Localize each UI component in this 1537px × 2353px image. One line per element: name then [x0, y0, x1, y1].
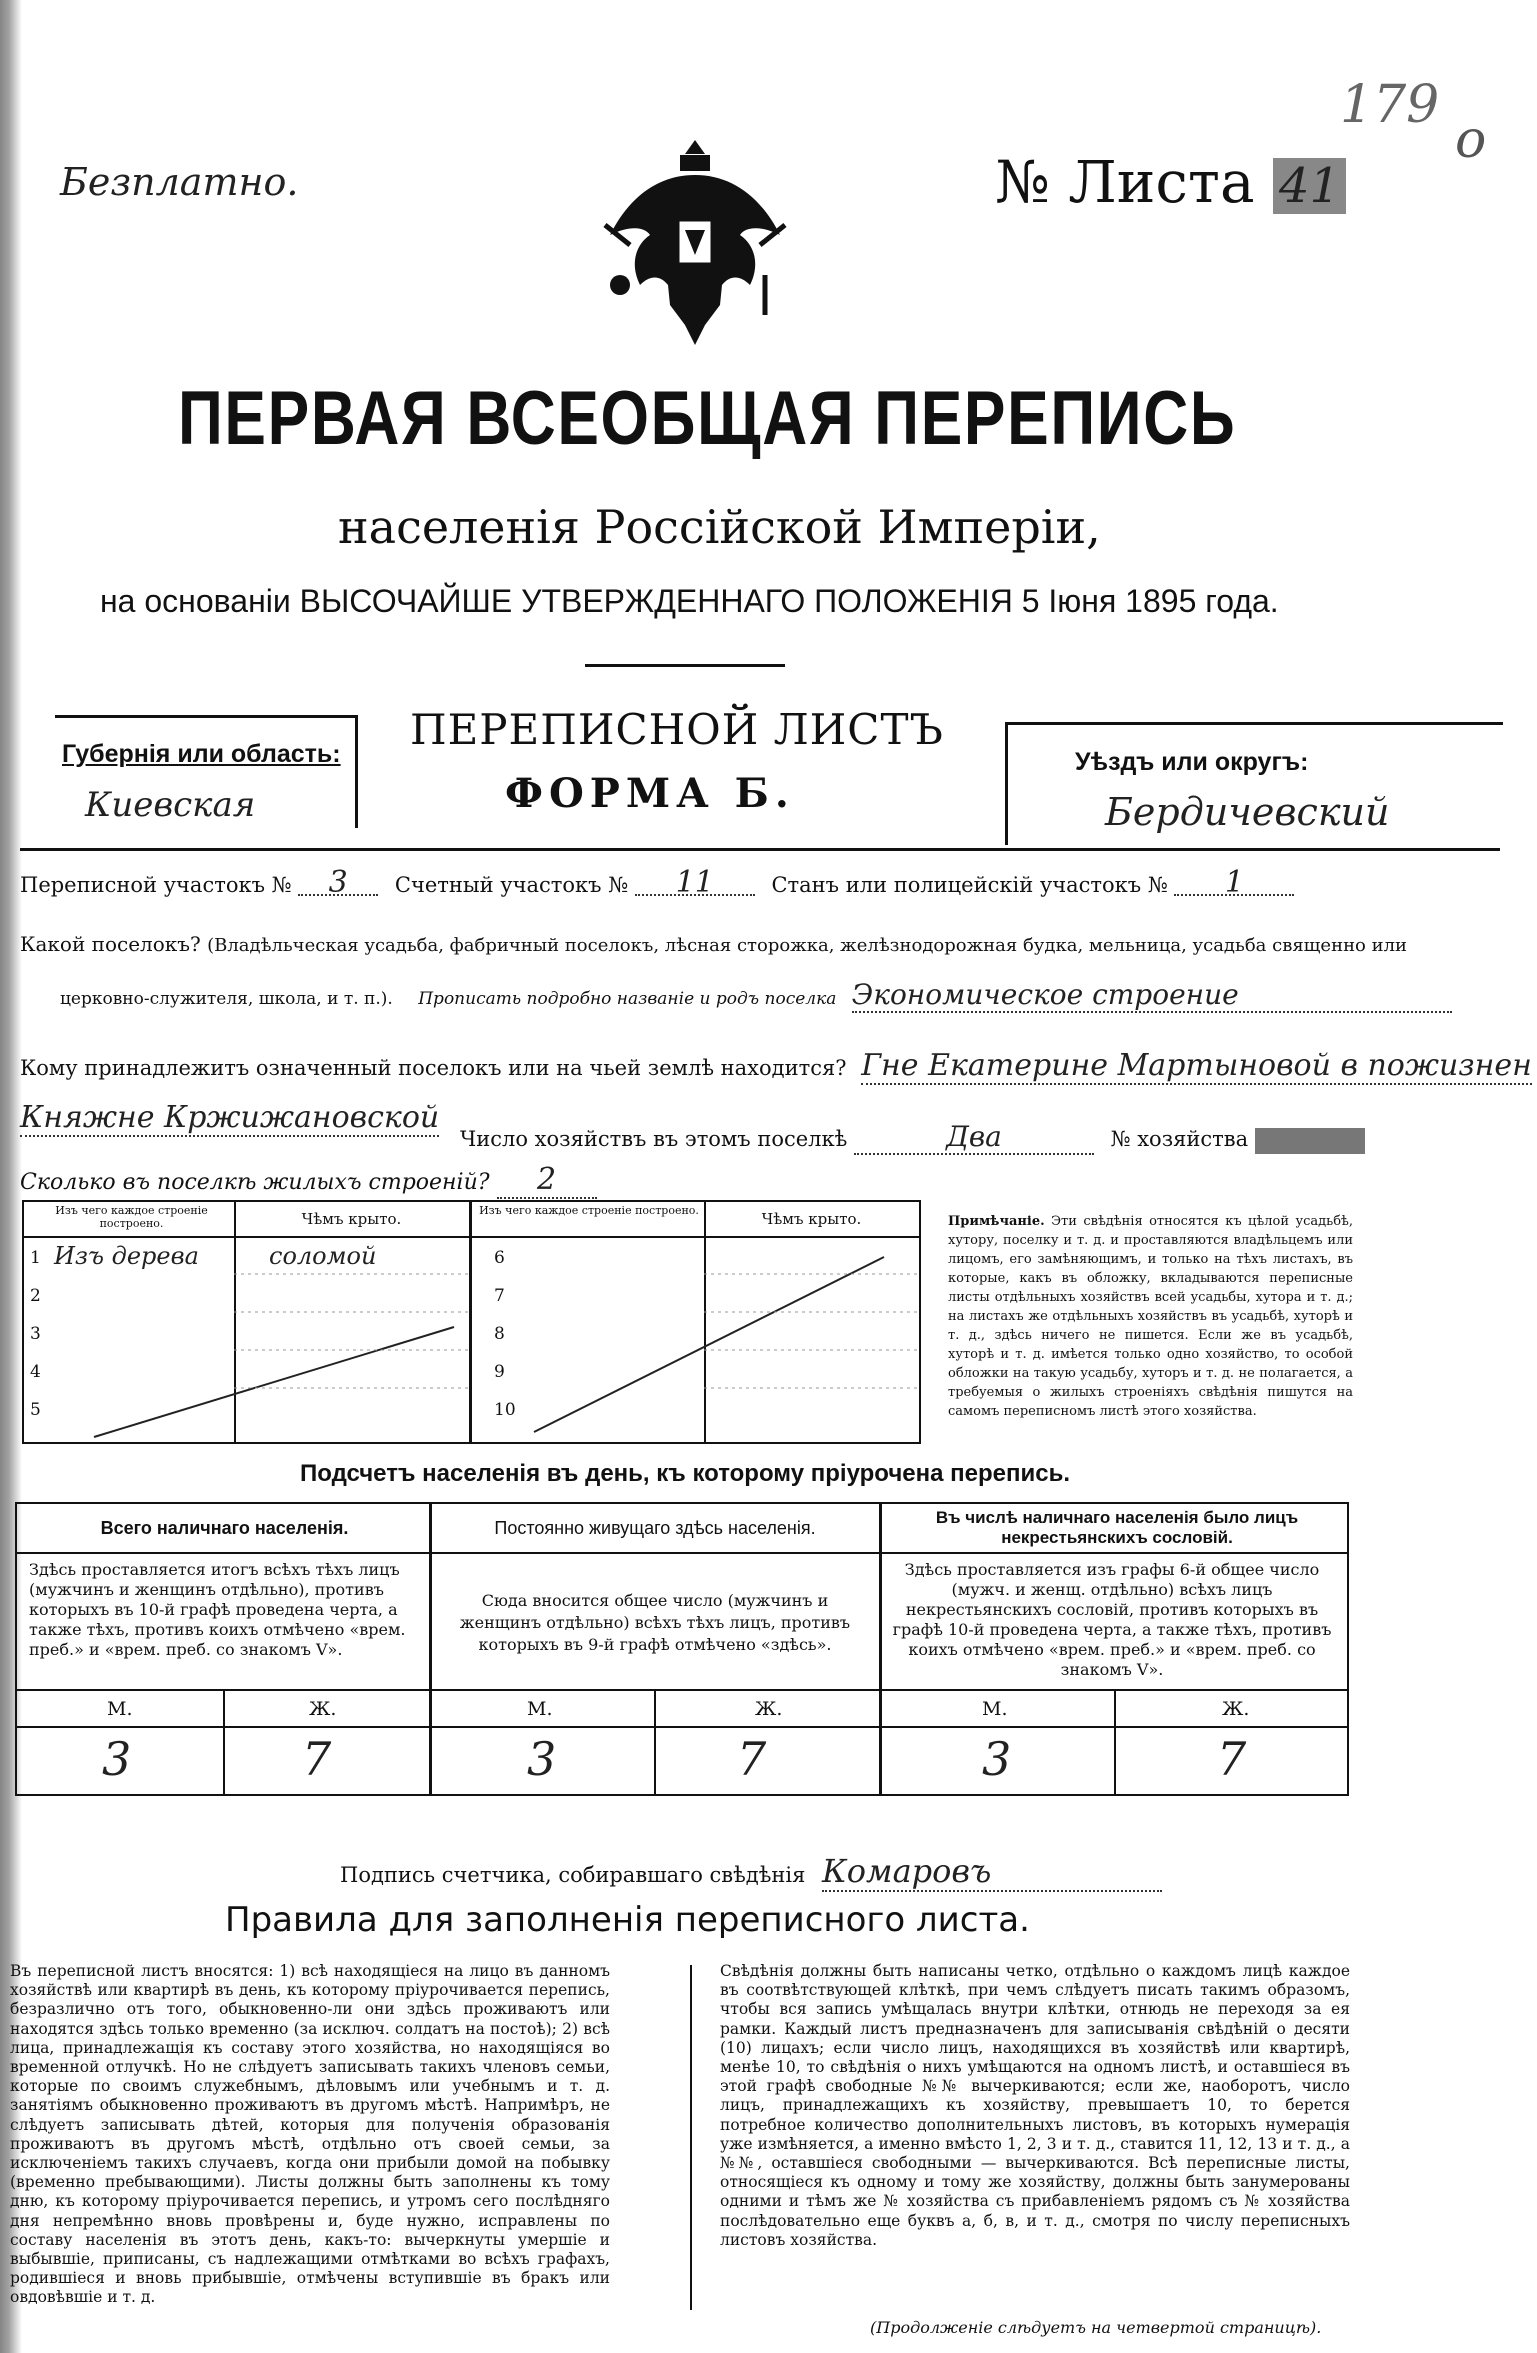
uezd-label: Уѣздъ или округъ: [1075, 748, 1309, 776]
rules-left [10, 1962, 610, 2308]
pop-col-divider-2 [879, 1504, 882, 1794]
page-title: ПЕРВАЯ ВСЕОБЩАЯ ПЕРЕПИСЬ [178, 376, 1237, 461]
rules-column-divider [690, 1965, 692, 2310]
signature-label: Подпись счетчика, собиравшаго свѣдѣнія [340, 1863, 806, 1887]
legal-basis: на основаніи ВЫСОЧАЙШЕ УТВЕРЖДЕННАГО ПОЛОЖЕНІЯ 5 Іюня 1895 года. [100, 583, 1279, 619]
buildings-row-8-right: 8 [494, 1324, 505, 1344]
dwellings-label: Сколько въ поселкѣ жилыхъ строеній? [20, 1170, 490, 1195]
pop-m-label-1: М. [107, 1698, 133, 1720]
pop-value-f1: 7 [302, 1732, 332, 1786]
pop-value-m3: 3 [982, 1732, 1012, 1786]
buildings-col3-header: Изъ чего каждое строеніе построено. [479, 1204, 699, 1217]
pop-f-label-3: Ж. [1222, 1698, 1250, 1720]
buildings-row-6-right: 6 [494, 1248, 505, 1268]
pop-value-m2: 3 [527, 1732, 557, 1786]
households-label: Число хозяйствъ въ этомъ поселкѣ [460, 1127, 848, 1151]
buildings-row-2-left: 2 [30, 1286, 41, 1306]
owner-value-1: Гне Екатерине Мартыновой в пожизнен [861, 1048, 1532, 1083]
owner-value-2: Княжне Кржижановской [20, 1100, 440, 1135]
note [948, 1212, 1353, 1421]
buildings-col2-header: Чѣмъ крыто. [301, 1210, 402, 1228]
buildings-col1-header: Изъ чего каждое строеніе построено. [55, 1204, 208, 1230]
archive-number: 179 [1340, 75, 1440, 135]
note-text: Эти свѣдѣнія относятся къ цѣлой усадьбѣ, хутору, поселку и т. д. и проставляются владѣльцемъ или лицомъ, его замѣняющимъ, и только на тѣхъ листахъ, въ которые, какъ въ обложку, вкладываются переписные листы отдѣльныхъ хозяйствъ всей усадьбы, хутора и т. д.; на листахъ же отдѣльныхъ хозяйствъ въ усадьбѣ, хуторѣ и т. д., здѣсь ничего не пишется. Если же въ усадьбѣ, хуторѣ и т. д. имѣется только одно хозяйство, то особой обложки на такую усадьбу, хуторъ и т. д. не полагается, а требуемыя о жилыхъ строеніяхъ свѣдѣнія пишутся на самомъ переписномъ листѣ этого хозяйства. [948, 1214, 1353, 1419]
buildings-row-5-left: 5 [30, 1400, 41, 1420]
household-number-redacted [1255, 1128, 1365, 1154]
buildings-row-4-left: 4 [30, 1362, 41, 1382]
pop-col2-text: Сюда вносится общее число (мужчинъ и женщинъ отдѣльно) всѣхъ тѣхъ лицъ, противъ которыхъ въ 9-й графѣ отмѣчено «здѣсь». [459, 1591, 851, 1654]
double-headed-eagle-emblem [590, 135, 800, 350]
rules-right-text: Свѣдѣнія должны быть написаны четко, отдѣльно о каждомъ лицѣ каждое въ соотвѣтствующей клѣткѣ, при чемъ слѣдуетъ писать такимъ образомъ, чтобы вся запись умѣщалась внутри клѣтки, отнюдь не переходя за ея рамки. Каждый листъ предназначенъ для записыванія свѣдѣній о десяти (10) лицахъ; если число лицъ, находящихся въ хозяйствѣ или квартирѣ, менѣе 10, то свѣдѣнія о нихъ умѣщаются на одномъ листѣ, и оставшіеся въ этой графѣ свободные №№ вычеркиваются; если же, наоборотъ, число лицъ, принадлежащихъ къ хозяйству, превышаетъ 10, то берется потребное количество дополнительныхъ листовъ, въ которыхъ нумерація уже измѣняется, а именно вмѣсто 1, 2, 3 и т. д., ставится 11, 12, 13 и т. д., а №№, оставшіеся свободными — вычеркиваются. Всѣ переписные листы, относящіеся къ одному и тому же хозяйству, должны быть занумерованы одними и тѣмъ же № хозяйства съ прибавленіемъ рядомъ съ № хозяйства послѣдовательно еще буквъ а, б, в, и т. д., смотря по числу переписныхъ листовъ хозяйства. [720, 1962, 1350, 2249]
buildings-row-1-left: 1 [30, 1248, 41, 1268]
sheet-label: № Листа [995, 148, 1255, 216]
divider [585, 664, 785, 667]
census-section-label: Переписной участокъ № [20, 873, 292, 897]
settlement-question: Какой поселокъ? [20, 932, 201, 956]
pop-title-line [17, 1552, 1347, 1554]
buildings-row-3-left: 3 [30, 1324, 41, 1344]
owner-question: Кому принадлежитъ означенный поселокъ или на чьей землѣ находится? [20, 1056, 847, 1080]
pop-value-f2: 7 [737, 1732, 767, 1786]
pop-col3-text: Здѣсь проставляется изъ графы 6-й общее число (мужч. и женщ. отдѣльно) всѣхъ лицъ некрестьянскихъ сословій, противъ которыхъ въ графѣ 10-й проведена черта, а также тѣхъ, противъ коихъ отмѣчено «врем. преб.» и «врем. преб. со знакомъ V». [892, 1560, 1332, 1679]
rules-left-text: Въ переписной листъ вносятся: 1) всѣ находящіеся на лицо въ данномъ хозяйствѣ или квартирѣ въ день, къ которому пріурочивается перепись, безразлично отъ того, обыкновенно-ли они здѣсь проживаютъ или находятся здѣсь только временно (за исключ. солдатъ на постоѣ); 2) всѣ лица, принадлежащія къ составу этого хозяйства, но находящіяся во временной отлучкѣ. Но не слѣдуетъ записывать такихъ членовъ семьи, которые по своимъ служебнымъ, дѣловымъ или учебнымъ и т. д. занятіямъ обыкновенно проживаютъ въ другомъ мѣстѣ. Напримѣръ, не слѣдуетъ записывать дѣтей, которыя для полученія образованія проживаютъ въ другомъ мѣстѣ, отдѣльно отъ своей семьи, за исключеніемъ такихъ случаевъ, когда они прибыли домой на побывку (временно пребывающими). Листы должны быть заполнены къ тому дню, къ которому пріурочивается перепись, и утромъ сего послѣдняго дня непремѣнно вновь провѣрены и, буде нужно, исправлены по составу населенія въ этотъ день, какъ-то: вычеркнуты умершіе и выбывшіе, приписаны, съ надлежащими отмѣтками во всѣхъ графахъ, родившіеся и вновь прибывшіе, отмѣчены вступившіе въ бракъ или овдовѣвшіе и т. д. [10, 1962, 610, 2307]
stan-value: 1 [1174, 872, 1294, 896]
pop-value-m1: 3 [102, 1732, 132, 1786]
pop-f-label-2: Ж. [755, 1698, 783, 1720]
dwellings-value: 2 [497, 1162, 597, 1199]
form-divider [20, 848, 1500, 851]
pop-col1-title: Всего наличнаго населенія. [100, 1518, 349, 1538]
rules-right [720, 1962, 1350, 2250]
household-number-label: № хозяйства [1110, 1127, 1249, 1151]
pop-f-label-1: Ж. [309, 1698, 337, 1720]
signature-line [340, 1852, 1162, 1892]
form-type: ФОРМА Б. [505, 770, 795, 817]
households-line [460, 1120, 1365, 1155]
settlement-instruction: Прописать подробно названіе и родъ поселка [418, 989, 837, 1009]
buildings-row-10-right: 10 [494, 1400, 516, 1420]
count-section-value: 11 [635, 872, 755, 896]
pop-mf-split-3 [1114, 1689, 1116, 1794]
sheet-number: 41 [1273, 158, 1346, 214]
buildings-row1-roof: соломой [269, 1242, 377, 1270]
gubernia-value: Киевская [85, 785, 256, 825]
free-label: Безплатно. [60, 160, 299, 204]
settlement-hint: (Владѣльческая усадьба, фабричный поселокъ, лѣсная сторожка, желѣзнодорожная будка, мельница, усадьба священно или [207, 935, 1408, 956]
pop-mf-bottom-line [17, 1726, 1347, 1728]
stan-label: Станъ или полицейскій участокъ № [771, 873, 1168, 897]
form-name: ПЕРЕПИСНОЙ ЛИСТЪ [410, 705, 944, 754]
buildings-row1-material: Изъ дерева [54, 1242, 199, 1270]
pop-col2-title: Постоянно живущаго здѣсь населенія. [494, 1518, 816, 1538]
settlement-answer-line [60, 978, 1452, 1013]
pop-mf-split-1 [223, 1689, 225, 1794]
buildings-table [22, 1200, 921, 1444]
buildings-row-9-right: 9 [494, 1362, 505, 1382]
population-heading: Подсчетъ населенія въ день, къ которому пріурочена перепись. [300, 1460, 1070, 1487]
rules-continuation: (Продолженіе слѣдуетъ на четвертой страницѣ). [870, 2318, 1322, 2337]
pop-value-f3: 7 [1217, 1732, 1247, 1786]
sheet-number-label [995, 148, 1346, 216]
buildings-col4-header: Чѣмъ крыто. [761, 1210, 862, 1228]
note-title: Примѣчаніе. [948, 1214, 1045, 1229]
census-line [20, 865, 1294, 900]
census-section-value: 3 [298, 872, 378, 896]
owner-line [20, 1048, 1532, 1083]
rules-title: Правила для заполненія переписного листа. [225, 1900, 1030, 1940]
pop-m-label-2: М. [527, 1698, 553, 1720]
archive-mark: о [1455, 110, 1487, 170]
buildings-row-7-right: 7 [494, 1286, 505, 1306]
pop-col-divider-1 [429, 1504, 432, 1794]
settlement-hint-2: церковно-служителя, школа, и т. п.). [60, 989, 393, 1009]
pop-mf-split-2 [654, 1689, 656, 1794]
buildings-strike-lines [24, 1202, 919, 1442]
uezd-value: Бердичевский [1105, 790, 1390, 834]
pop-m-label-3: М. [982, 1698, 1008, 1720]
pop-col1-text: Здѣсь проставляется итогъ всѣхъ тѣхъ лицъ (мужчинъ и женщинъ отдѣльно), противъ которыхъ въ 10-й графѣ проведена черта, а также тѣхъ, противъ коихъ отмѣчено «врем. преб.» и «врем. преб. со знакомъ V». [29, 1560, 406, 1659]
gubernia-label: Губернія или область: [62, 740, 341, 768]
population-table [15, 1502, 1349, 1796]
owner-line-2 [20, 1100, 439, 1135]
settlement-question-line [20, 932, 1407, 956]
pop-mf-top-line [17, 1689, 1347, 1691]
households-value: Два [854, 1120, 1094, 1155]
signature-value: Комаровъ [822, 1852, 1162, 1892]
settlement-value: Экономическое строение [852, 978, 1452, 1013]
page-subtitle: населенія Россійской Имперіи, [338, 500, 1101, 554]
dwellings-line [20, 1162, 597, 1199]
count-section-label: Счетный участокъ № [394, 873, 629, 897]
pop-col3-title: Въ числѣ наличнаго населенія было лицъ некрестьянскихъ сословій. [935, 1508, 1299, 1547]
